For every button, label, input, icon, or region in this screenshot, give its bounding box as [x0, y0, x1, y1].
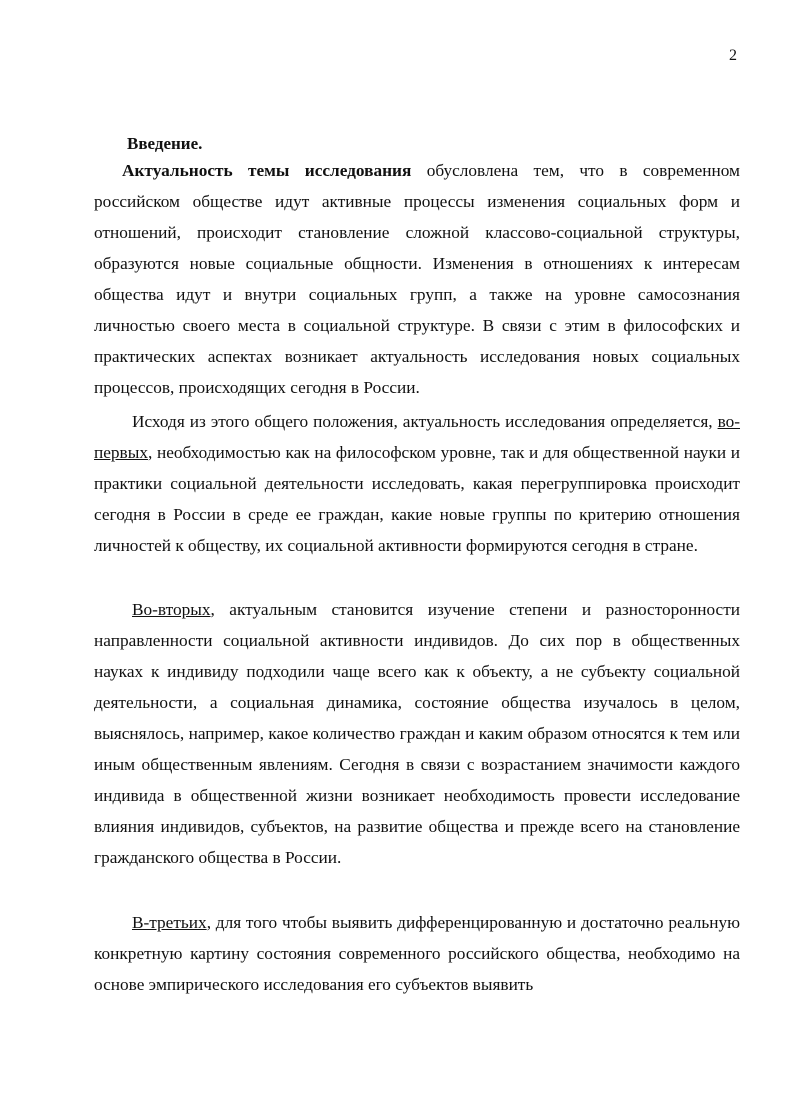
- paragraph-lead-underlined: Во-вторых: [132, 600, 211, 619]
- paragraph-lead-underlined: В-третьих: [132, 913, 207, 932]
- paragraph-text: , актуальным становится изучение степени и разносторонности направленности социальной активности индивидов. До сих пор в общественных науках к индивиду подходили чаще всего как к объекту, а не субъекту социальной деятельности, а социальная динамика, состояние общества изучалось в целом, выяснялось, например, какое количество граждан и каким образом относятся к тем или иным общественным явлениям. Сегодня в связи с возрастанием значимости каждого индивида в общественной жизни возникает необходимость провести исследование влияния индивидов, субъектов, на развитие общества и прежде всего на становление гражданского общества в России.: [94, 600, 740, 867]
- page-number: 2: [729, 47, 737, 64]
- paragraph-text: , необходимостью как на философском уровне, так и для общественной науки и практики социальной деятельности исследовать, какая перегруппировка происходит сегодня в России в среде ее граждан, какие новые группы по критерию отношения личностей к обществу, их социальной активности формируются сегодня в стране.: [94, 443, 740, 555]
- paragraph-third-point: [94, 907, 740, 1000]
- paragraph-text: обусловлена тем, что в современном российском обществе идут активные процессы изменения социальных форм и отношений, происходит становление сложной классово-социальной структуры, образуются новые социальные общности. Изменения в отношениях к интересам общества идут и внутри социальных групп, а также на уровне самосознания личностью своего места в социальной структуре. В связи с этим в философских и практических аспектах возникает актуальность исследования новых социальных процессов, происходящих сегодня в России.: [94, 161, 740, 397]
- paragraph-second-point: [94, 594, 740, 873]
- paragraph-pre-text: Исходя из этого общего положения, актуальность исследования определяется,: [132, 412, 718, 431]
- paragraph-lead-bold: Актуальность темы исследования: [122, 161, 412, 180]
- paragraph-lead-underlined: во-первых: [94, 412, 740, 462]
- paragraph-text: , для того чтобы выявить дифференцированную и достаточно реальную конкретную картину состояния современного российского общества, необходимо на основе эмпирического исследования его субъектов выявить: [94, 913, 740, 994]
- paragraph-relevance: [94, 155, 740, 403]
- section-heading: Введение.: [127, 134, 203, 153]
- paragraph-first-point: [94, 406, 740, 561]
